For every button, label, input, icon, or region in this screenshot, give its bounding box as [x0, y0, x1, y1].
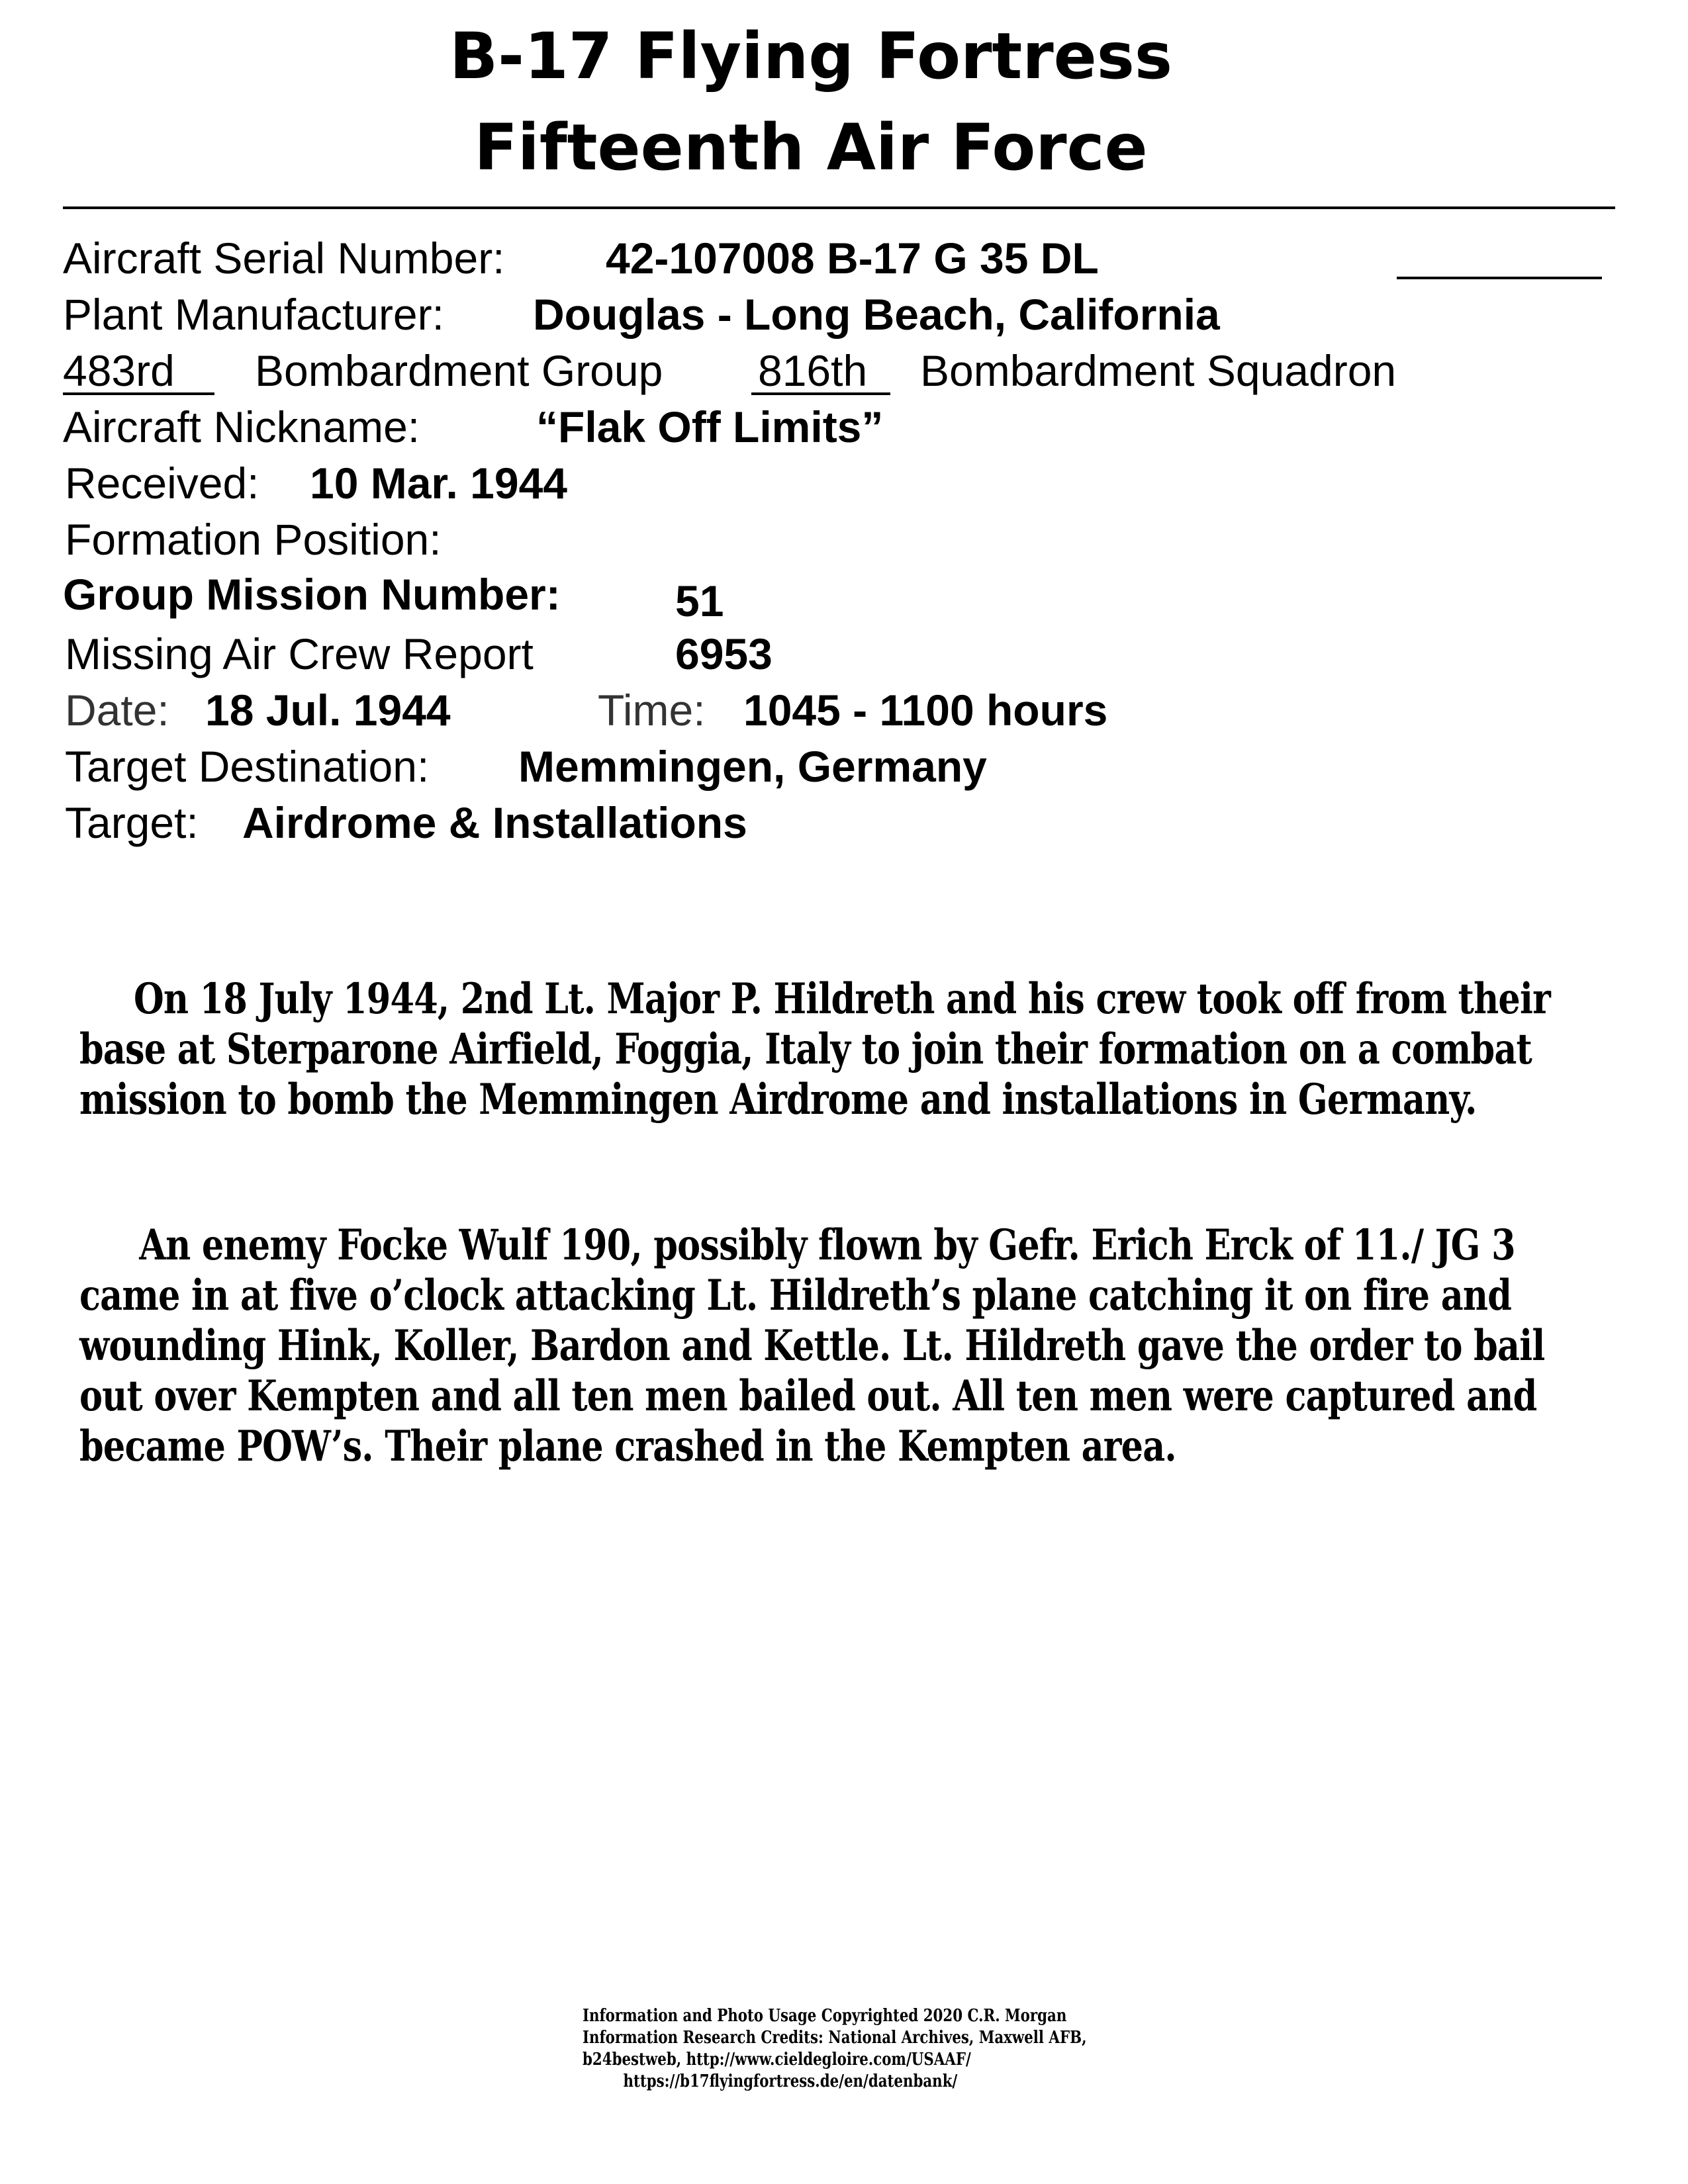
nickname-row — [63, 400, 1652, 453]
mission-value: 51 — [675, 576, 724, 625]
time-value: 1045 - 1100 hours — [743, 686, 1108, 735]
page-title: B-17 Flying Fortress — [449, 19, 1173, 93]
manufacturer-label: Plant Manufacturer: — [63, 290, 444, 339]
manufacturer-row — [63, 288, 1652, 341]
narrative-paragraph-1: On 18 July 1944, 2nd Lt. Major P. Hildreth and his crew took off from their base at Sterparone Airfield, Foggia, Italy to join their formation on a combat mission to bomb the Memmingen Airdrome and installations in Germany. — [79, 974, 1550, 1124]
destination-row — [65, 740, 1654, 793]
footer-credits — [583, 2005, 1087, 2093]
footer-url: https://b17flyingfortress.de/en/datenbank/ — [623, 2071, 958, 2091]
group-label: Bombardment Group — [255, 346, 663, 395]
macr-row — [65, 627, 1654, 680]
macr-label: Missing Air Crew Report — [65, 629, 534, 678]
received-value: 10 Mar. 1944 — [310, 459, 567, 508]
target-label: Target: — [65, 798, 199, 847]
received-label: Received: — [65, 459, 259, 508]
footer-sources: b24bestweb, http://www.cieldegloire.com/USAAF/ — [583, 2050, 971, 2070]
target-row — [65, 796, 1654, 849]
nickname-value: “Flak Off Limits” — [536, 402, 884, 451]
footer-research-credits: Information Research Credits: National Archives, Maxwell AFB, — [583, 2028, 1087, 2048]
received-row — [65, 457, 1654, 510]
date-label: Date: — [65, 686, 169, 735]
time-label: Time: — [598, 686, 706, 735]
mission-row — [63, 568, 1652, 625]
footer-copyright: Information and Photo Usage Copyrighted 2020 C.R. Morgan — [583, 2006, 1067, 2026]
group-number: 483rd — [63, 344, 214, 397]
serial-label: Aircraft Serial Number: — [63, 234, 505, 283]
squadron-number: 816th — [751, 344, 890, 397]
date-value: 18 Jul. 1944 — [205, 686, 451, 735]
manufacturer-value: Douglas - Long Beach, California — [533, 290, 1220, 339]
narrative-paragraph-2: An enemy Focke Wulf 190, possibly flown by Gefr. Erich Erck of 11./ JG 3 came in at five o’clock attacking Lt. Hildreth’s plane catching it on fire and wounding Hink, Koller, Bardon and Kettle. Lt. Hildreth gave the order to bail out over Kempten and all ten men bailed out. All ten men were captured and became POW’s. Their plane crashed in the Kempten area. — [79, 1220, 1545, 1471]
serial-value: 42-107008 B-17 G 35 DL — [606, 234, 1099, 283]
nickname-label: Aircraft Nickname: — [63, 402, 420, 451]
squadron-label: Bombardment Squadron — [920, 346, 1397, 395]
serial-blank-line — [1397, 277, 1602, 279]
target-value: Airdrome & Installations — [242, 798, 747, 847]
macr-value: 6953 — [675, 629, 773, 678]
title-divider — [63, 206, 1615, 209]
destination-value: Memmingen, Germany — [518, 742, 987, 791]
destination-label: Target Destination: — [65, 742, 430, 791]
mission-label: Group Mission Number: — [63, 570, 561, 619]
page-subtitle: Fifteenth Air Force — [474, 111, 1148, 185]
date-time-row — [65, 684, 1654, 737]
unit-row — [63, 344, 1652, 397]
formation-label: Formation Position: — [65, 515, 442, 564]
formation-row — [65, 513, 1654, 566]
